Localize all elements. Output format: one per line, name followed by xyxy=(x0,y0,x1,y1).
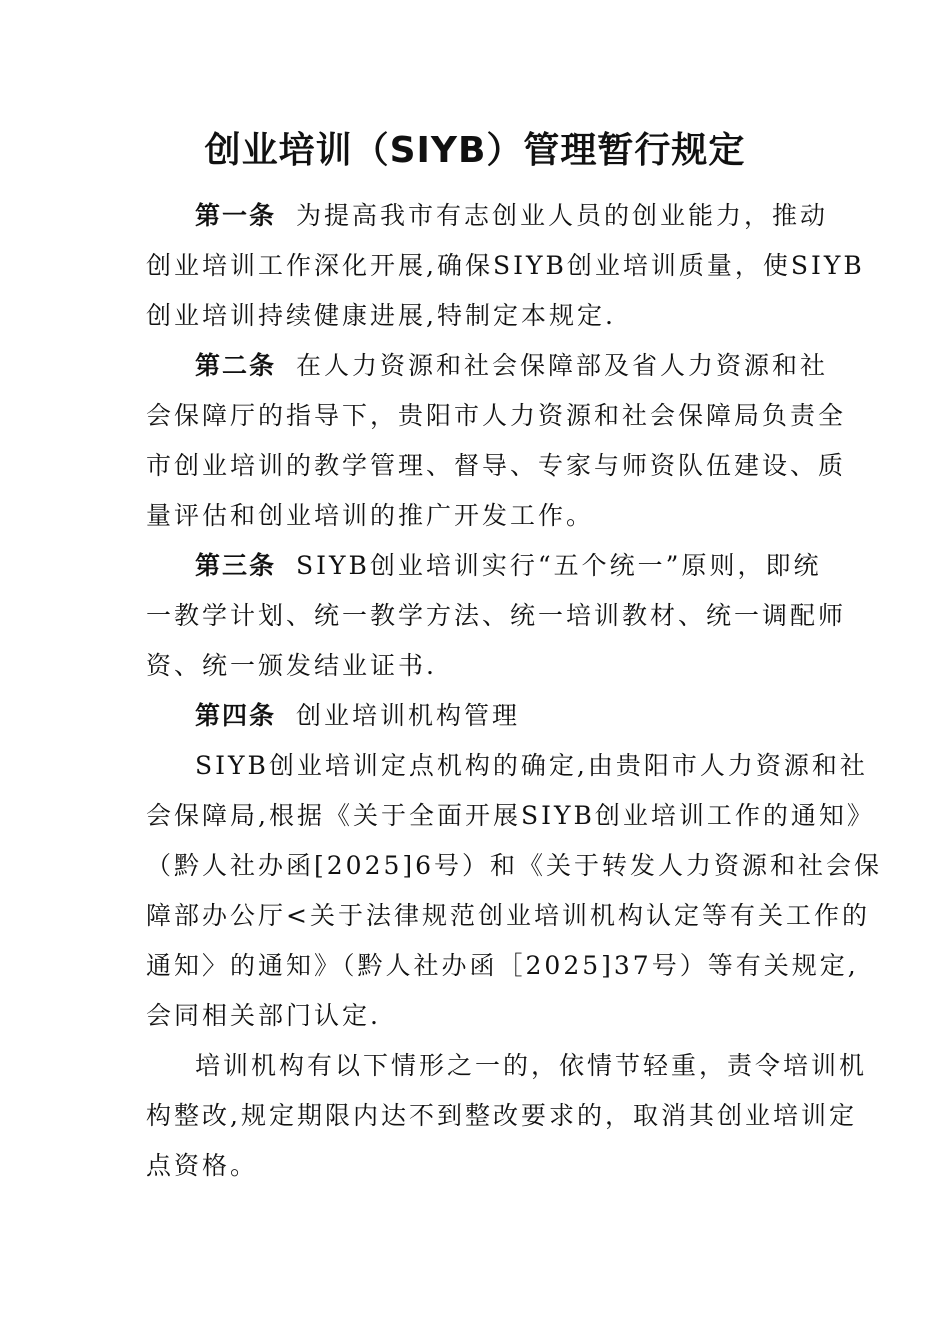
paragraph-a-line-4: 障部办公厅<关于法律规范创业培训机构认定等有关工作的 xyxy=(146,901,870,930)
article-3-line-3: 资、统一颁发结业证书. xyxy=(146,651,437,680)
article-2-first-line xyxy=(195,346,828,382)
article-3-first-line xyxy=(195,546,821,582)
article-2-line-3: 市创业培训的教学管理、督导、专家与师资队伍建设、质 xyxy=(146,451,847,480)
paragraph-b-line-1: 培训机构有以下情形之一的，依情节轻重，责令培训机 xyxy=(195,1051,868,1080)
article-1-line-2: 创业培训工作深化开展,确保SIYB创业培训质量，使SIYB xyxy=(146,251,865,280)
article-2-line-1: 在人力资源和社会保障部及省人力资源和社 xyxy=(296,351,829,380)
article-3-line-1: SIYB创业培训实行“五个统一”原则，即统 xyxy=(296,551,822,580)
document-title: 创业培训（SIYB）管理暂行规定 xyxy=(204,130,746,171)
article-1-label: 第一条 xyxy=(195,201,277,230)
paragraph-b-line-3: 点资格。 xyxy=(146,1151,259,1180)
article-2-line-4: 量评估和创业培训的推广开发工作。 xyxy=(146,501,595,530)
paragraph-a-line-5: 通知〉的通知》（黔人社办函［2025]37号）等有关规定, xyxy=(146,951,859,980)
article-3-label: 第三条 xyxy=(195,551,277,580)
article-4-first-line xyxy=(195,696,520,732)
article-3-line-2: 一教学计划、统一教学方法、统一培训教材、统一调配师 xyxy=(146,601,847,630)
article-1-line-3: 创业培训持续健康进展,特制定本规定. xyxy=(146,301,616,330)
article-2-label: 第二条 xyxy=(195,351,277,380)
paragraph-a-line-6: 会同相关部门认定. xyxy=(146,1001,381,1030)
article-1-first-line xyxy=(195,196,828,232)
article-4-label: 第四条 xyxy=(195,701,277,730)
paragraph-a-line-3: （黔人社办函[2025]6号）和《关于转发人力资源和社会保 xyxy=(146,851,883,880)
article-2-line-2: 会保障厅的指导下，贵阳市人力资源和社会保障局负责全 xyxy=(146,401,847,430)
paragraph-a-line-1: SIYB创业培训定点机构的确定,由贵阳市人力资源和社 xyxy=(195,751,868,780)
paragraph-a-line-2: 会保障局,根据《关于全面开展SIYB创业培训工作的通知》 xyxy=(146,801,875,830)
paragraph-b-line-2: 构整改,规定期限内达不到整改要求的，取消其创业培训定 xyxy=(146,1101,857,1130)
article-1-line-1: 为提高我市有志创业人员的创业能力，推动 xyxy=(296,201,829,230)
article-4-line-1: 创业培训机构管理 xyxy=(296,701,521,730)
